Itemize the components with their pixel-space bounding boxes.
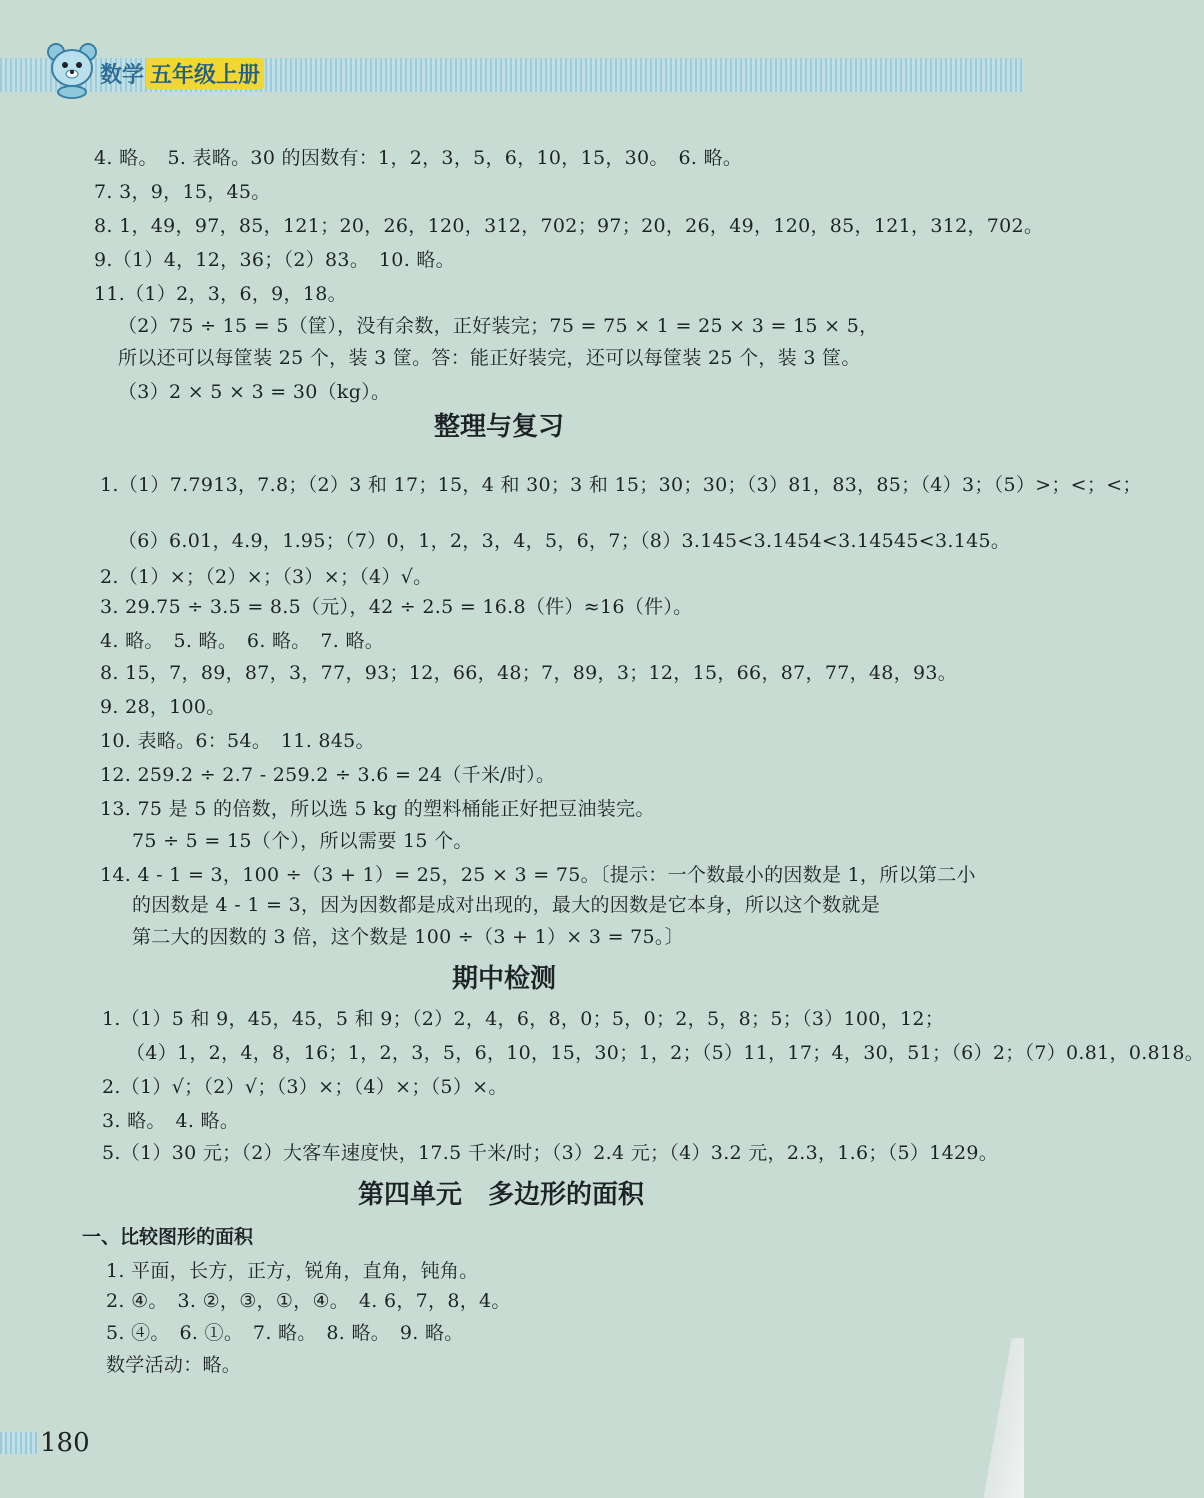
header-grade: 五年级上册 — [146, 58, 264, 89]
answer-line: 75 ÷ 5 = 15（个），所以需要 15 个。 — [132, 830, 473, 852]
answer-line: 12. 259.2 ÷ 2.7 - 259.2 ÷ 3.6 = 24（千米/时）。 — [100, 764, 556, 786]
answer-line: 3. 29.75 ÷ 3.5 = 8.5（元），42 ÷ 2.5 = 16.8（件）≈16（件）。 — [100, 596, 693, 618]
section-title: 整理与复习 — [434, 412, 565, 442]
answer-line: （6）6.01，4.9，1.95；（7）0，1，2，3，4，5，6，7；（8）3.145<3.1454<3.14545<3.145。 — [118, 530, 1011, 552]
answer-line: 所以还可以每筐装 25 个，装 3 筐。答：能正好装完，还可以每筐装 25 个，装 3 筐。 — [118, 347, 861, 369]
answer-line: 8. 15，7，89，87，3，77，93；12，66，48；7，89，3；12，15，66，87，77，48，93。 — [100, 662, 958, 684]
answer-line: 1.（1）5 和 9，45，45，5 和 9；（2）2，4，6，8，0；5，0；2，5，8；5；（3）100，12； — [102, 1008, 945, 1030]
answer-line: 1.（1）7.7913，7.8；（2）3 和 17；15，4 和 30；3 和 15；30；30；（3）81，83，85；（4）3；（5）>；<；<； — [100, 474, 1142, 496]
answer-line: 13. 75 是 5 的倍数，所以选 5 kg 的塑料桶能正好把豆油装完。 — [100, 798, 655, 820]
page-number: 180 — [40, 1428, 90, 1458]
answer-line: 5. ④。 6. ①。 7. 略。 8. 略。 9. 略。 — [106, 1322, 464, 1344]
answer-line: 数学活动：略。 — [106, 1354, 242, 1376]
answer-line: 8. 1，49，97，85，121；20，26，120，312，702；97；20，26，49，120，85，121，312，702。 — [94, 215, 1044, 237]
answer-line: （3）2 × 5 × 3 = 30（kg）。 — [118, 381, 391, 403]
answer-line: （2）75 ÷ 15 = 5（筐），没有余数，正好装完；75 = 75 × 1 = 25 × 3 = 15 × 5， — [118, 315, 879, 337]
torn-corner — [984, 1338, 1024, 1498]
answer-line: 2.（1）√；（2）√；（3）×；（4）×；（5）×。 — [102, 1076, 508, 1098]
section-title: 第四单元 多边形的面积 — [358, 1180, 645, 1210]
answer-line: 2. ④。 3. ②，③，①，④。 4. 6，7，8，4。 — [106, 1290, 511, 1312]
answer-line: 3. 略。 4. 略。 — [102, 1110, 240, 1132]
answer-line: 7. 3，9，15，45。 — [94, 181, 271, 203]
answer-line: 10. 表略。6：54。 11. 845。 — [100, 730, 375, 752]
answer-line: 4. 略。 5. 略。 6. 略。 7. 略。 — [100, 630, 385, 652]
answer-line: 9. 28，100。 — [100, 696, 226, 718]
answer-line: 5.（1）30 元；（2）大客车速度快，17.5 千米/时；（3）2.4 元；（4）3.2 元，2.3，1.6；（5）1429。 — [102, 1142, 999, 1164]
bear-mascot-icon — [42, 38, 102, 98]
answer-line: 2.（1）×；（2）×；（3）×；（4）√。 — [100, 566, 433, 588]
header-title — [100, 60, 264, 86]
answer-line: 4. 略。 5. 表略。30 的因数有：1，2，3，5，6，10，15，30。 6. 略。 — [94, 147, 743, 169]
answer-line: （4）1，2，4，8，16；1，2，3，5，6，10，15，30；1，2；（5）11，17；4，30，51；（6）2；（7）0.81，0.818。 — [126, 1042, 1204, 1064]
section-subtitle: 一、比较图形的面积 — [82, 1226, 254, 1248]
answer-line: 9.（1）4，12，36；（2）83。 10. 略。 — [94, 249, 455, 271]
page-tab — [0, 1432, 38, 1454]
section-title: 期中检测 — [452, 964, 557, 994]
answer-line: 11.（1）2，3，6，9，18。 — [94, 283, 347, 305]
header-subject: 数学 — [100, 62, 145, 88]
answer-line: 1. 平面，长方，正方，锐角，直角，钝角。 — [106, 1260, 479, 1282]
answer-line: 第二大的因数的 3 倍，这个数是 100 ÷（3 + 1）× 3 = 75。〕 — [132, 926, 685, 948]
answer-line: 14. 4 - 1 = 3，100 ÷（3 + 1）= 25，25 × 3 = 75。〔提示：一个数最小的因数是 1，所以第二小 — [100, 864, 976, 886]
answer-line: 的因数是 4 - 1 = 3，因为因数都是成对出现的，最大的因数是它本身，所以这个数就是 — [132, 894, 881, 916]
